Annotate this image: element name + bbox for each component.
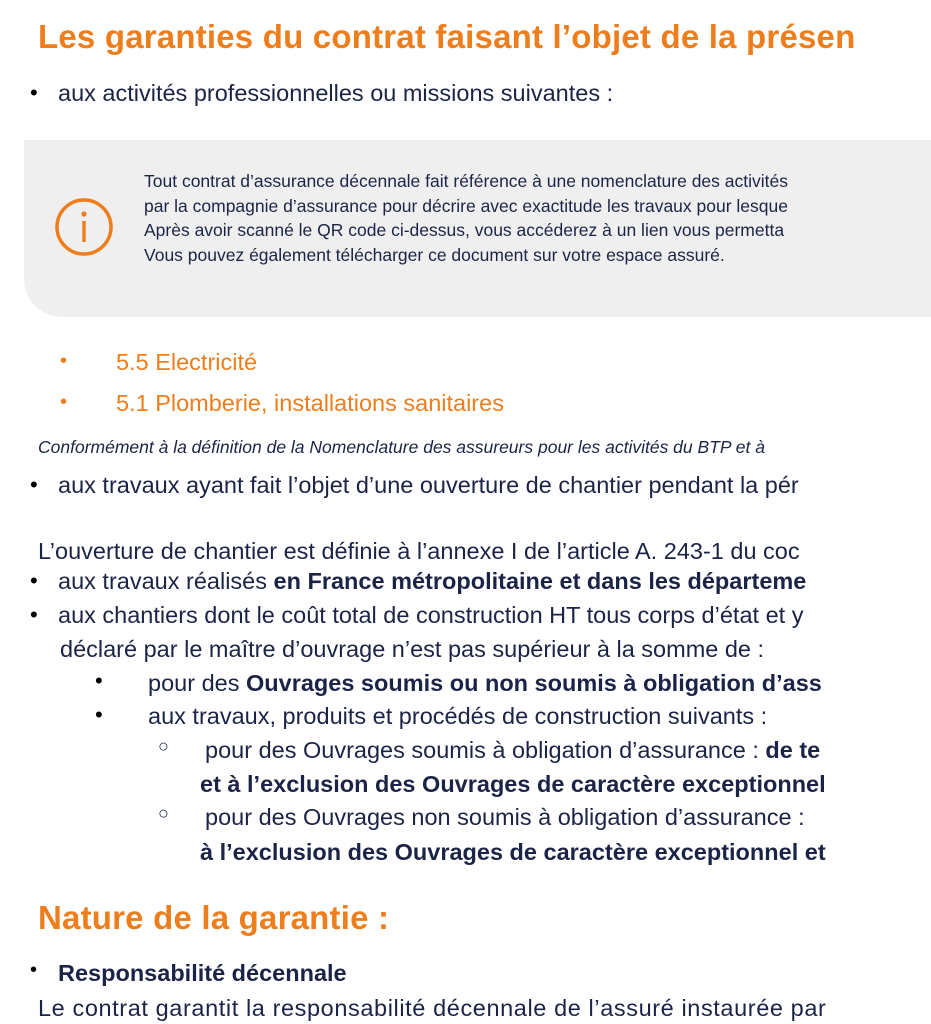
circle-item-non-soumis: pour des Ouvrages non soumis à obligation d’assurance : <box>205 804 805 830</box>
circle-item-soumis-line2: et à l’exclusion des Ouvrages de caractère exceptionnel <box>200 771 826 797</box>
travaux-realises-bold: en France métropolitaine et dans les départeme <box>273 568 807 594</box>
bullet-dot: • <box>95 668 103 693</box>
sub-bullet-travaux: aux travaux, produits et procédés de construction suivants : <box>148 703 768 729</box>
bullet-dot: • <box>30 959 38 981</box>
travaux-realises-text <box>58 568 806 595</box>
responsabilite-heading: Responsabilité décennale <box>58 960 347 986</box>
info-text <box>144 169 788 267</box>
circle-item-bold: de te <box>765 737 821 763</box>
circle-item-non-soumis-line2: à l’exclusion des Ouvrages de caractère exceptionnel et <box>200 839 826 865</box>
section-title-nature: Nature de la garantie : <box>38 899 390 936</box>
chantiers-line2: déclaré par le maître d’ouvrage n’est pas supérieur à la somme de : <box>60 636 765 662</box>
bullet-dot: • <box>95 702 103 727</box>
bullet-dot: • <box>30 472 38 497</box>
info-line: Vous pouvez également télécharger ce document sur votre espace assuré. <box>144 244 725 265</box>
intro-text: aux activités professionnelles ou missions suivantes : <box>58 80 614 106</box>
activity-item: 5.5 Electricité <box>116 349 258 375</box>
info-icon <box>54 197 114 257</box>
contrat-garantit-text: Le contrat garantit la responsabilité décennale de l’assuré instaurée par <box>38 995 827 1021</box>
circle-bullet: ○ <box>158 736 169 756</box>
travaux-realises-prefix: aux travaux réalisés <box>58 568 274 594</box>
circle-item-soumis <box>205 737 820 764</box>
bullet-dot: • <box>30 602 38 627</box>
circle-item-prefix: pour des Ouvrages soumis à obligation d’assurance : <box>205 737 766 763</box>
activity-bullet: • <box>60 350 68 372</box>
activity-item: 5.1 Plomberie, installations sanitaires <box>116 390 504 416</box>
sub-bullet-prefix: pour des <box>148 670 246 696</box>
info-line: Tout contrat d’assurance décennale fait référence à une nomenclature des activités <box>144 171 788 191</box>
bullet-dot: • <box>30 80 38 105</box>
ouverture-definition: L’ouverture de chantier est définie à l’annexe I de l’article A. 243-1 du coc <box>38 538 800 564</box>
page-title: Les garanties du contrat faisant l’objet de la présen <box>38 18 856 55</box>
info-line: par la compagnie d’assurance pour décrire avec exactitude les travaux pour lesque <box>144 195 788 216</box>
circle-bullet: ○ <box>158 803 169 823</box>
info-line: Après avoir scanné le QR code ci-dessus, vous accéderez à un lien vous permetta <box>144 220 785 240</box>
bullet-dot: • <box>30 568 38 593</box>
sub-bullet-bold: Ouvrages soumis ou non soumis à obligation d’ass <box>245 670 822 696</box>
chantiers-line1: aux chantiers dont le coût total de construction HT tous corps d’état et y <box>58 602 804 628</box>
activity-bullet: • <box>60 391 68 413</box>
nomenclature-note: Conformément à la définition de la Nomenclature des assureurs pour les activités du BTP et à <box>38 437 765 457</box>
travaux-ouverture-text: aux travaux ayant fait l’objet d’une ouverture de chantier pendant la pér <box>58 472 799 498</box>
sub-bullet-ouvrages <box>148 670 822 697</box>
